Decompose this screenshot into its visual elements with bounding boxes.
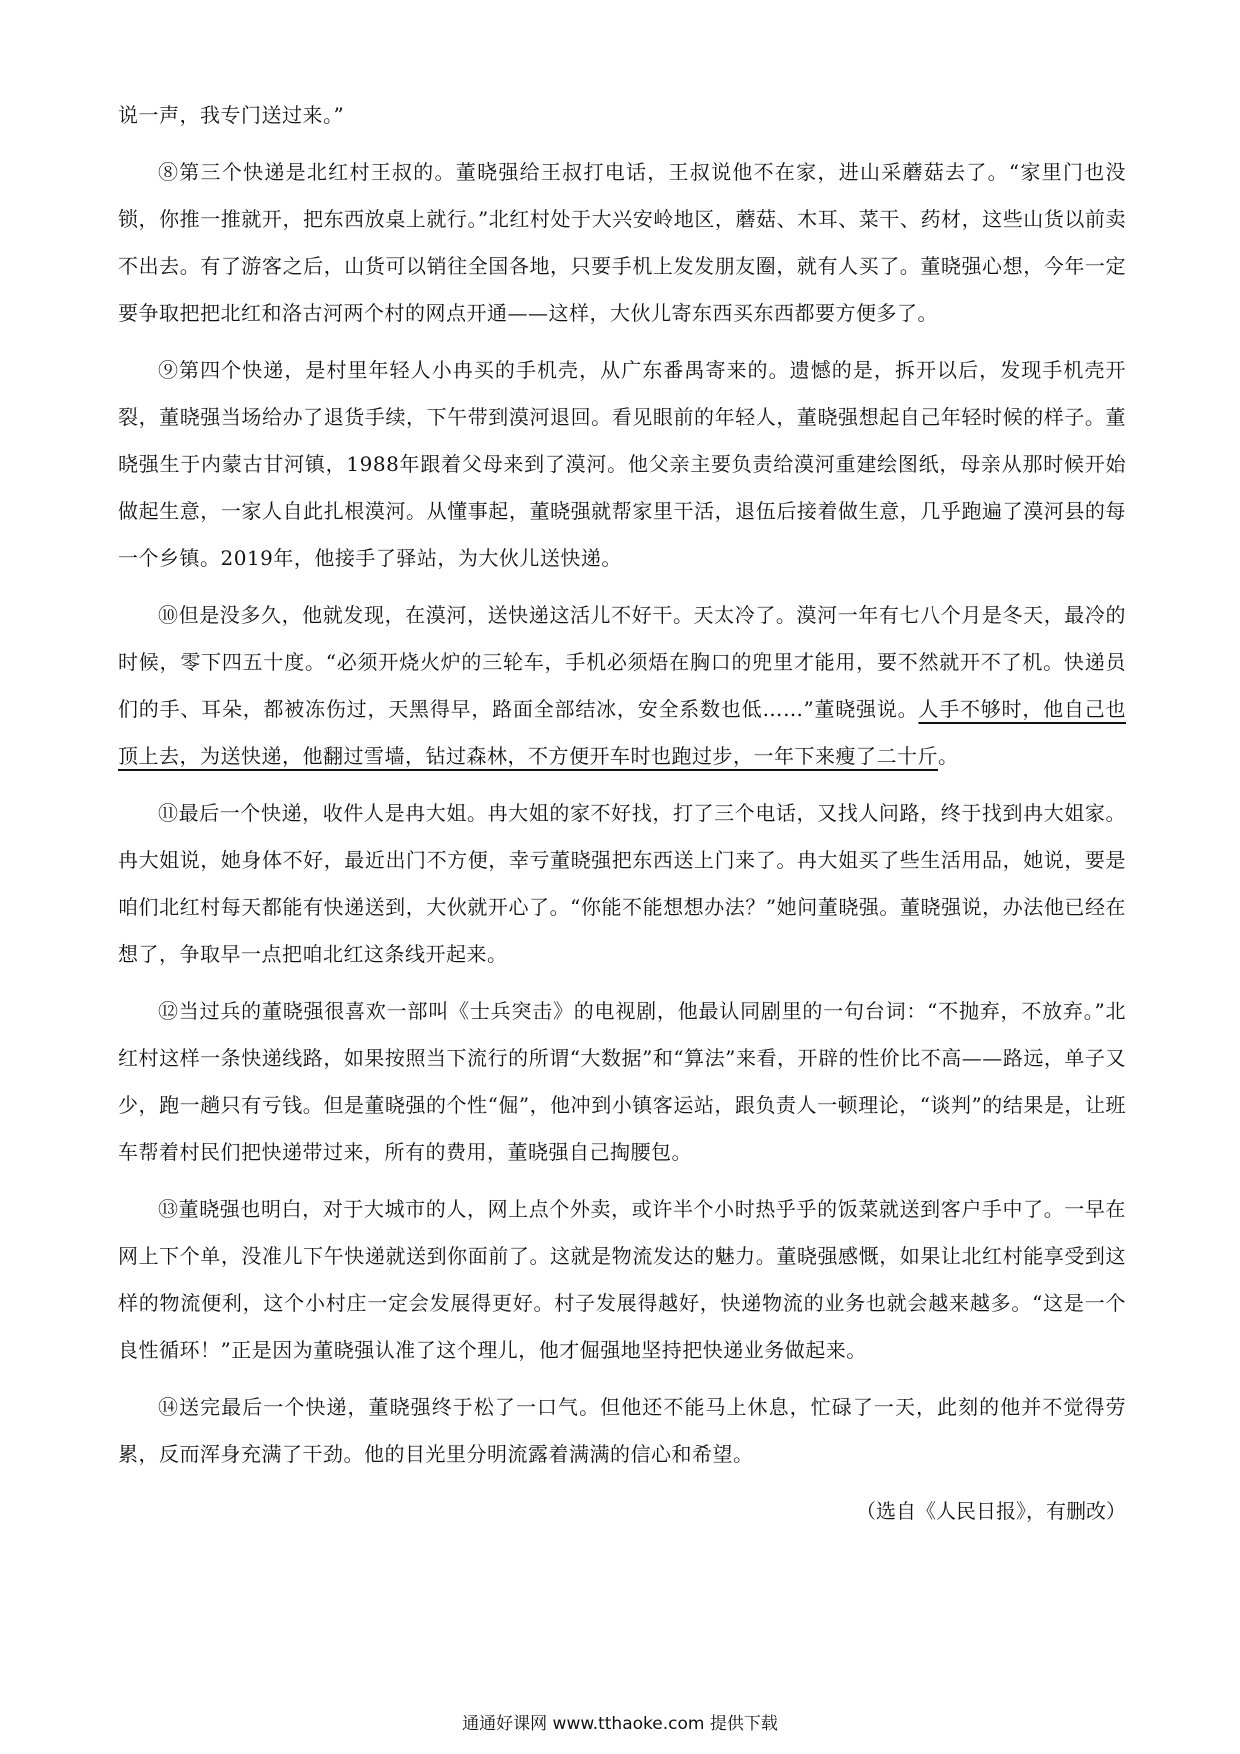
- paragraph-10-text: ⑩但是没多久，他就发现，在漠河，送快递这活儿不好干。天太冷了。漠河一年有七八个月是冬天，最冷的时候，零下四五十度。“必须开烧火炉的三轮车，手机必须焐在胸口的兜里才能用，要不然就开不了机。快递员们的手、耳朵，都被冻伤过，天黑得早，路面全部结冰，安全系数也低……”董晓强说。: [118, 603, 1126, 721]
- article-body: [118, 92, 1126, 1535]
- paragraph-14: ⑭送完最后一个快递，董晓强终于松了一口气。但他还不能马上休息，忙碌了一天，此刻的他并不觉得劳累，反而浑身充满了干劲。他的目光里分明流露着满满的信心和希望。: [118, 1395, 1126, 1466]
- underlined-sentence: 人手不够时，他自己也顶上去，为送快递，他翻过雪墙，钻过森林，不方便开车时也跑过步，一年下来瘦了二十斤: [118, 697, 1127, 768]
- paragraph-13: ⑬董晓强也明白，对于大城市的人，网上点个外卖，或许半个小时热乎乎的饭菜就送到客户手中了。一早在网上下个单，没准儿下午快递就送到你面前了。这就是物流发达的魅力。董晓强感慨，如果让北红村能享受到这样的物流便利，这个小村庄一定会发展得更好。村子发展得越好，快递物流的业务也就会越来越多。“这是一个良性循环！”正是因为董晓强认准了这个理儿，他才倔强地坚持把快递业务做起来。: [118, 1197, 1126, 1362]
- paragraph-10-end: 。: [938, 744, 959, 768]
- source-note: （选自《人民日报》，有删改）: [856, 1499, 1126, 1523]
- paragraph-12: ⑫当过兵的董晓强很喜欢一部叫《士兵突击》的电视剧，他最认同剧里的一句台词：“不抛弃，不放弃。”北红村这样一条快递线路，如果按照当下流行的所谓“大数据”和“算法”来看，开辟的性价比不高——路远，单子又少，跑一趟只有亏钱。但是董晓强的个性“倔”，他冲到小镇客运站，跟负责人一顿理论，“谈判”的结果是，让班车帮着村民们把快递带过来，所有的费用，董晓强自己掏腰包。: [118, 999, 1126, 1164]
- paragraph-11: ⑪最后一个快递，收件人是冉大姐。冉大姐的家不好找，打了三个电话，又找人问路，终于找到冉大姐家。冉大姐说，她身体不好，最近出门不方便，幸亏董晓强把东西送上门来了。冉大姐买了些生活用品，她说，要是咱们北红村每天都能有快递送到，大伙就开心了。“你能不能想想办法？”她问董晓强。董晓强说，办法他已经在想了，争取早一点把咱北红这条线开起来。: [118, 801, 1126, 966]
- paragraph-9: ⑨第四个快递，是村里年轻人小冉买的手机壳，从广东番禺寄来的。遗憾的是，拆开以后，发现手机壳开裂，董晓强当场给办了退货手续，下午带到漠河退回。看见眼前的年轻人，董晓强想起自己年轻时候的样子。董晓强生于内蒙古甘河镇，1988年跟着父母来到了漠河。他父亲主要负责给漠河重建绘图纸，母亲从那时候开始做起生意，一家人自此扎根漠河。从懂事起，董晓强就帮家里干活，退伍后接着做生意，几乎跑遍了漠河县的每一个乡镇。2019年，他接手了驿站，为大伙儿送快递。: [118, 358, 1126, 570]
- paragraph-intro-continuation: 说一声，我专门送过来。”: [118, 103, 345, 127]
- page-footer: 通通好课网 www.tthaoke.com 提供下载: [462, 1714, 778, 1734]
- paragraph-8: ⑧第三个快递是北红村王叔的。董晓强给王叔打电话，王叔说他不在家，进山采蘑菇去了。“家里门也没锁，你推一推就开，把东西放桌上就行。”北红村处于大兴安岭地区，蘑菇、木耳、菜干、药材，这些山货以前卖不出去。有了游客之后，山货可以销往全国各地，只要手机上发发朋友圈，就有人买了。董晓强心想，今年一定要争取把把北红和洛古河两个村的网点开通——这样，大伙儿寄东西买东西都要方便多了。: [118, 160, 1126, 325]
- paragraph-10: [118, 592, 1126, 780]
